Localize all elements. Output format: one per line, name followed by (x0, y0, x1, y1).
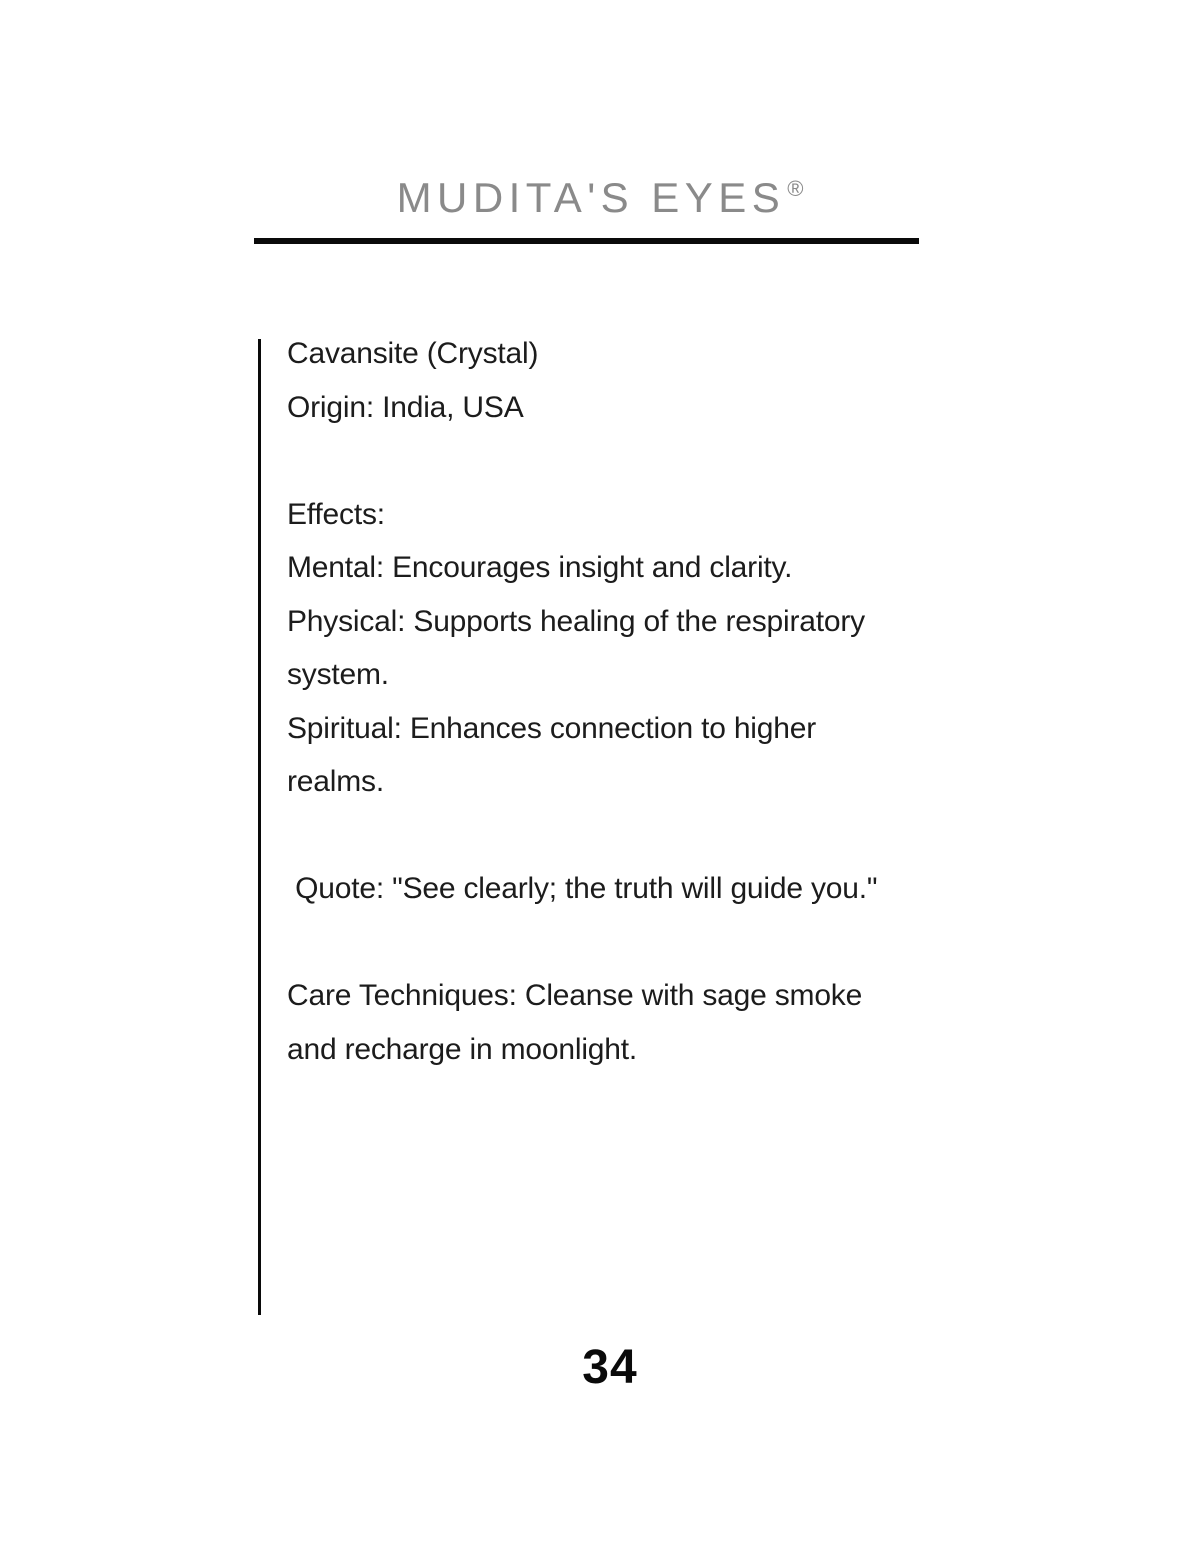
text-line: Physical: Supports healing of the respiratory (287, 604, 865, 638)
text-line: and recharge in moonlight. (287, 1032, 638, 1066)
brand-name: MUDITA'S EYES (396, 174, 786, 221)
text-line: system. (287, 658, 389, 691)
text-line: Origin: India, USA (287, 390, 524, 424)
text-line: Cavansite (Crystal) (287, 337, 539, 370)
paragraph (287, 327, 987, 434)
brand-title (0, 166, 1200, 221)
registered-trademark-icon: ® (787, 176, 804, 201)
paragraph (287, 969, 987, 1076)
page-body-text (287, 327, 987, 1076)
text-line: Care Techniques: Cleanse with sage smoke (287, 979, 863, 1012)
text-line: Spiritual: Enhances connection to higher (287, 711, 817, 745)
text-line: Mental: Encourages insight and clarity. (287, 551, 793, 584)
page-number: 34 (582, 1341, 638, 1394)
text-line: Effects: (287, 497, 385, 531)
paragraph (287, 488, 987, 809)
paragraph (287, 862, 987, 916)
title-divider-rule (254, 238, 919, 244)
text-line: realms. (287, 765, 384, 798)
text-line: Quote: "See clearly; the truth will guide you." (287, 872, 878, 905)
left-border-rule (258, 339, 261, 1315)
